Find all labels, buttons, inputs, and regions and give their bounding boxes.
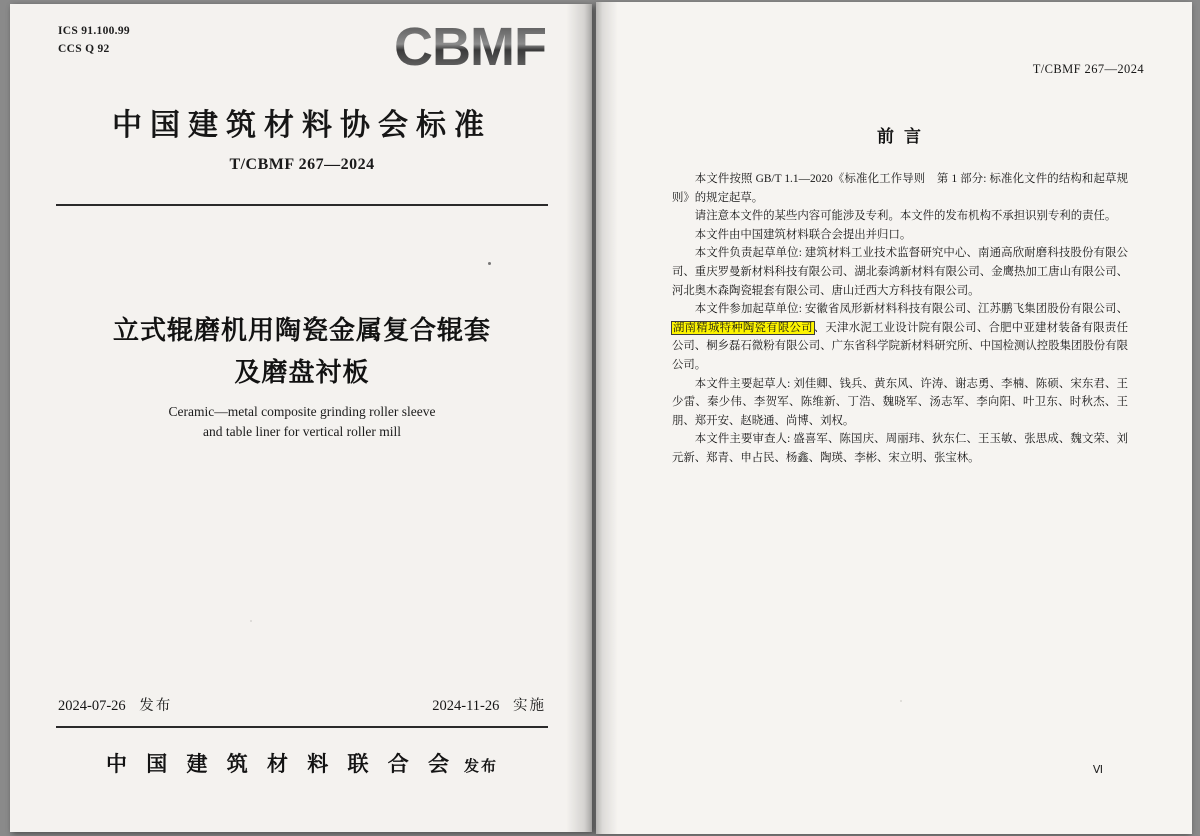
issue-date-group <box>58 694 172 715</box>
scan-speck <box>488 262 491 265</box>
publisher-name: 中 国 建 筑 材 料 联 合 会 <box>105 752 456 776</box>
foreword-paragraph-3: 本文件由中国建筑材料联合会提出并归口。 <box>694 228 912 241</box>
document-title-line1: 立式辊磨机用陶瓷金属复合辊套 <box>112 316 491 345</box>
foreword-body <box>672 170 1128 468</box>
foreword-title: 前言 <box>877 127 931 146</box>
issue-label: 发布 <box>139 698 173 714</box>
participants-suffix: 、天津水泥工业设计院有限公司、合肥中亚建材装备有限责任公司、桐乡磊石微粉有限公司、广东省科学院新材料研究所、中国检测认控股集团股份有限公司。 <box>672 321 1128 371</box>
foreword-paragraph-5: 本文件主要起草人: 刘佳卿、钱兵、黄东风、许涛、谢志勇、李楠、陈硕、宋东君、王少雷、秦少伟、李贺军、陈维新、丁浩、魏晓军、汤志军、李向阳、叶卫东、时秋杰、王朋、郑开安、赵晓通、尚博、刘权。 <box>672 377 1128 427</box>
cover-date-row <box>58 694 546 715</box>
page-number: Ⅵ <box>1092 764 1104 776</box>
effective-date-group <box>432 694 546 715</box>
effective-label: 实施 <box>513 698 546 714</box>
scan-speck <box>250 620 252 622</box>
document-title-line2: 及磨盘衬板 <box>234 358 370 387</box>
foreword-paragraph-2: 请注意本文件的某些内容可能涉及专利。本文件的发布机构不承担识别专利的责任。 <box>694 210 1117 223</box>
foreword-page <box>596 2 1192 834</box>
foreword-paragraph-1: 本文件按照 GB/T 1.1—2020《标准化工作导则 第 1 部分: 标准化文件的结构和起草规则》的规定起草。 <box>672 173 1128 204</box>
document-title <box>58 310 546 394</box>
publisher-line <box>58 748 546 778</box>
issue-date: 2024-07-26 <box>58 698 126 714</box>
foreword-paragraph-6: 本文件主要审查人: 盛喜军、陈国庆、周丽玮、狄东仁、王玉敏、张思成、魏文荣、刘元新、郑青、申占民、杨鑫、陶瑛、李彬、宋立明、张宝林。 <box>672 433 1128 464</box>
participants-prefix: 本文件参加起草单位: 安徽省凤形新材料科技有限公司、江苏鹏飞集团股份有限公司、 <box>694 303 1128 316</box>
ccs-code: CCS Q 92 <box>58 43 110 55</box>
document-title-en-line1: Ceramic—metal composite grinding roller sleeve <box>168 404 436 419</box>
scan-speck <box>900 700 902 702</box>
document-title-en-line2: and table liner for vertical roller mill <box>203 424 401 439</box>
page-header-code: T/CBMF 267—2024 <box>1032 62 1144 76</box>
effective-date: 2024-11-26 <box>432 698 500 714</box>
document-title-english <box>58 402 546 442</box>
publisher-suffix: 发布 <box>463 759 498 775</box>
cover-bottom-rule <box>56 726 548 728</box>
highlighted-company: 湖南精城特种陶瓷有限公司 <box>673 321 813 334</box>
cover-page <box>10 4 592 832</box>
foreword-paragraph-4: 本文件负责起草单位: 建筑材料工业技术监督研究中心、南通高欣耐磨科技股份有限公司、重庆罗曼新材料科技有限公司、湖北泰鸿新材料有限公司、金鹰热加工唐山有限公司、河北奥木森陶瓷辊套有限公司、唐山迁西大方科技有限公司。 <box>672 247 1128 297</box>
cover-top-rule <box>56 204 548 206</box>
standard-organization-title: 中国建筑材料协会标准 <box>112 109 492 142</box>
ics-ccs-block <box>58 22 130 58</box>
ics-code: ICS 91.100.99 <box>58 25 130 37</box>
cbmf-logo: CBMF <box>394 17 546 77</box>
foreword-paragraph-participants <box>672 300 1128 374</box>
standard-code: T/CBMF 267—2024 <box>229 156 375 173</box>
